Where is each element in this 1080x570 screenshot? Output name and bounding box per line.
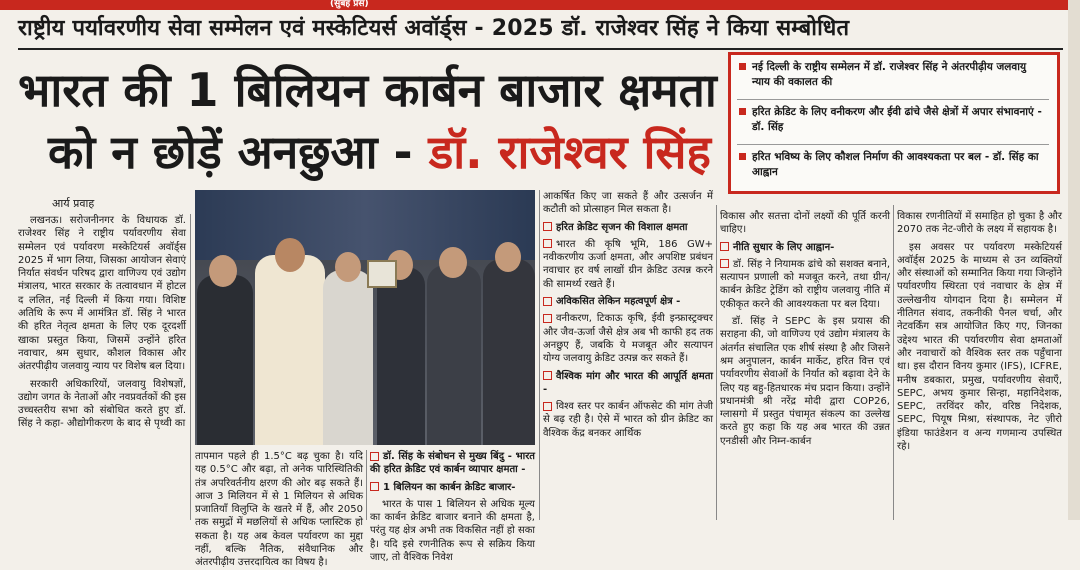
subheading: नीति सुधार के लिए आह्वान-	[720, 241, 890, 254]
paragraph: विकास रणनीतियों में समाहित हो चुका है और 2070 तक नेट-जीरो के लक्ष्य में सहायक है।	[897, 211, 1062, 236]
article-column-3	[370, 450, 535, 564]
subheading: अविकसित लेकिन महत्वपूर्ण क्षेत्र -	[543, 295, 713, 308]
article-column-5	[720, 210, 890, 520]
column-divider	[716, 205, 717, 520]
headline-line-1: भारत की 1 बिलियन कार्बन बाजार क्षमता	[18, 63, 717, 117]
paragraph: विकास और सतत्ता दोनों लक्ष्यों की पूर्ति करनी चाहिए।	[720, 211, 890, 236]
person-head	[275, 238, 305, 272]
subheading: हरित क्रेडिट सृजन की विशाल क्षमता	[543, 221, 713, 234]
paragraph: तापमान पहले ही 1.5°C बढ़ चुका है। यदि यह 0.5°C और बढ़ा, तो अनेक पारिस्थितिकी तंत्र अपरिवर्तनीय क्षरण की ओर बढ़ सकते हैं। आज 3 मिलियन में से 1 मिलियन से अधिक प्रजातियाँ विलुप्ति के खतरे में हैं, और 2050 तक समुद्रों में मछलियों से अधिक प्लास्टिक हो सकता है। यह अब केवल पर्यावरण का मुद्दा नहीं, बल्कि नैतिक, संवैधानिक और अंतरपीढ़ीय उत्तरदायित्व का विषय है।	[195, 451, 363, 569]
highlight-item: नई दिल्ली के राष्ट्रीय सम्मेलन में डॉ. राजेश्वर सिंह ने अंतरपीढ़ीय जलवायु न्याय की वकालत की	[739, 60, 1047, 90]
article-column-4	[543, 190, 713, 520]
photo-backdrop	[195, 190, 535, 260]
kicker-rule	[18, 48, 1063, 50]
byline: आर्य प्रवाह	[52, 197, 95, 210]
paragraph: आकर्षित किए जा सकते हैं और उत्सर्जन में कटौती को प्रोत्साहन मिल सकता है।	[543, 191, 713, 216]
paragraph: इस अवसर पर पर्यावरण मस्केटियर्स अवॉर्ड्स 2025 के माध्यम से उन व्यक्तियों और संस्थाओं को सम्मानित किया गया जिन्होंने पर्यावरणीय स्थिरता एवं नवाचार के क्षेत्र में उल्लेखनीय योगदान दिया है। सम्मेलन में नीतिगत संवाद, तकनीकी पैनल चर्चा, और नेटवर्किंग सत्र आयोजित किए गए, जिनका उद्देश्य भारत की पर्यावरणीय सेवा क्षमताओं और नवाचारों को वैश्विक स्तर तक पहुँचाना था। इस दौरान विनय कुमार (IFS), ICFRE, मनीष डबकारा, प्रमुख, पर्यावरणीय सेवाएँ, SEPC, अभय कुमार सिन्हा, महानिदेशक, SEPC, तरविंदर कौर, वरिष्ठ निदेशक, SEPC, पियूष मिश्रा, संस्थापक, नेट ज़ीरो इंडिया फाउंडेशन व अन्य गणमान्य उपस्थित रहे।	[897, 241, 1062, 453]
person-head	[439, 247, 467, 278]
award-plaque	[367, 260, 397, 288]
column-divider	[893, 205, 894, 520]
adjacent-page-edge	[1068, 0, 1080, 520]
paragraph: डॉ. सिंह ने नियामक ढांचे को सशक्त बनाने, सत्यापन प्रणाली को मजबूत करने, तथा ग्रीन/कार्बन क्रेडिट ट्रेडिंग को राष्ट्रीय जलवायु नीति में एकीकृत करने की आवश्यकता पर बल दिया।	[720, 258, 890, 310]
article-column-6	[897, 210, 1062, 520]
person-head	[335, 252, 361, 282]
person-figure	[197, 275, 253, 445]
subheading: 1 बिलियन का कार्बन क्रेडिट बाजार-	[370, 481, 535, 494]
person-head	[209, 255, 237, 287]
column-divider	[539, 190, 540, 520]
highlight-divider	[737, 99, 1049, 100]
article-column-2	[195, 450, 363, 569]
paragraph: भारत के पास 1 बिलियन से अधिक मूल्य का कार्बन क्रेडिट बाजार बनाने की क्षमता है, परंतु यह क्षेत्र अभी तक विकसित नहीं हो सका है। यदि इसे रणनीतिक रूप से सक्रिय किया जाए, तो वैश्विक निवेश	[370, 498, 535, 564]
person-figure	[427, 265, 481, 445]
column-divider	[366, 450, 367, 520]
paragraph: वनीकरण, टिकाऊ कृषि, ईवी इन्फ्रास्ट्रक्चर और जैव-ऊर्जा जैसे क्षेत्र अब भी काफी हद तक अनछुए हैं, जबकि ये मजबूत और सत्यापन योग्य जलवायु क्रेडिट उत्पन्न कर सकते हैं।	[543, 313, 713, 365]
subheading: डॉ. सिंह के संबोधन से मुख्य बिंदु - भारत की हरित क्रेडिट एवं कार्बन व्यापार क्षमता -	[370, 451, 535, 476]
paragraph: सरकारी अधिकारियों, जलवायु विशेषज्ञों, उद्योग जगत के नेताओं और नवप्रवर्तकों की इस उच्चस्तरीय सभा को संबोधित करते हुए डॉ. सिंह ने कहा- औद्योगीकरण के बाद से पृथ्वी का	[18, 378, 186, 430]
person-figure	[255, 255, 325, 445]
person-head	[495, 242, 521, 272]
person-figure	[483, 259, 535, 445]
event-photo	[195, 190, 535, 445]
paragraph: डॉ. सिंह ने SEPC के इस प्रयास की सराहना की, जो वाणिज्य एवं उद्योग मंत्रालय के अंतर्गत संचालित एक शीर्ष संस्था है और जिसने श्रम अनुपालन, कार्बन मार्केट, हरित वित्त एवं पर्यावरणीय सेवाओं के निर्यात को बढ़ावा देने के लिए यह बहु-हितधारक मंच प्रदान किया। उन्होंने प्रधानमंत्री श्री नरेंद्र मोदी द्वारा COP26, ग्लासगो में प्रस्तुत पंचामृत संकल्प का उल्लेख करते हुए कहा कि यह अब भारत की उन्नत एनडीसी और निम्न-कार्बन	[720, 316, 890, 447]
paragraph: विश्व स्तर पर कार्बन ऑफसेट की मांग तेजी से बढ़ रही है। ऐसे में भारत को ग्रीन क्रेडिट का वैश्विक केंद्र बनकर आर्थिक	[543, 401, 713, 439]
highlight-divider	[737, 144, 1049, 145]
subheading: वैश्विक मांग और भारत की आपूर्ति क्षमता -	[543, 370, 713, 395]
headline-line-2	[48, 120, 748, 182]
headline-name: डॉ. राजेश्वर सिंह	[428, 125, 711, 179]
person-figure	[323, 270, 373, 445]
headline-part-a: को न छोड़ें अनछुआ -	[48, 125, 429, 179]
person-figure	[377, 267, 425, 445]
column-divider	[190, 214, 191, 520]
paragraph: लखनऊ। सरोजनीनगर के विधायक डॉ. राजेश्वर सिंह ने राष्ट्रीय पर्यावरणीय सेवा सम्मेलन एवं पर्यावरण मस्केटियर्स अवॉर्ड्स 2025 में भाग लिया, जिसका आयोजन सेवाएं निर्यात संवर्धन परिषद द्वारा वाणिज्य एवं उद्योग मंत्रालय, भारत सरकार के तत्वावधान में होटल द ललित, नई दिल्ली में किया गया। विशिष्ट अतिथि के रूप में आमंत्रित डॉ. सिंह ने भारत की हरित नेतृत्व क्षमता के लिए एक दूरदर्शी खाका प्रस्तुत किया, जिसमें उन्होंने हरित नवाचार, श्रम सुधार, कौशल विकास और अंतरपीढ़ीय जलवायु न्याय पर विशेष बल दिया।	[18, 215, 186, 373]
article-column-1	[18, 214, 186, 520]
kicker-headline: राष्ट्रीय पर्यावरणीय सेवा सम्मेलन एवं मस्केटियर्स अवॉर्ड्स - 2025 डॉ. राजेश्वर सिंह ने किया सम्बोधित	[18, 16, 850, 41]
highlight-item: हरित क्रेडिट के लिए वनीकरण और ईवी ढांचे जैसे क्षेत्रों में अपार संभावनाएं - डॉ. सिंह	[739, 105, 1047, 135]
top-band-text: (सुबह प्रेस)	[330, 0, 369, 9]
top-color-band	[0, 0, 1080, 10]
highlights-box	[728, 52, 1060, 194]
highlight-item: हरित भविष्य के लिए कौशल निर्माण की आवश्यकता पर बल - डॉ. सिंह का आह्वान	[739, 150, 1047, 180]
paragraph: भारत की कृषि भूमि, 186 GW+ नवीकरणीय ऊर्जा क्षमता, और अपशिष्ट प्रबंधन नवाचार हर वर्ष लाखों ग्रीन क्रेडिट उत्पन्न करने की सामर्थ्य रखते हैं।	[543, 238, 713, 290]
